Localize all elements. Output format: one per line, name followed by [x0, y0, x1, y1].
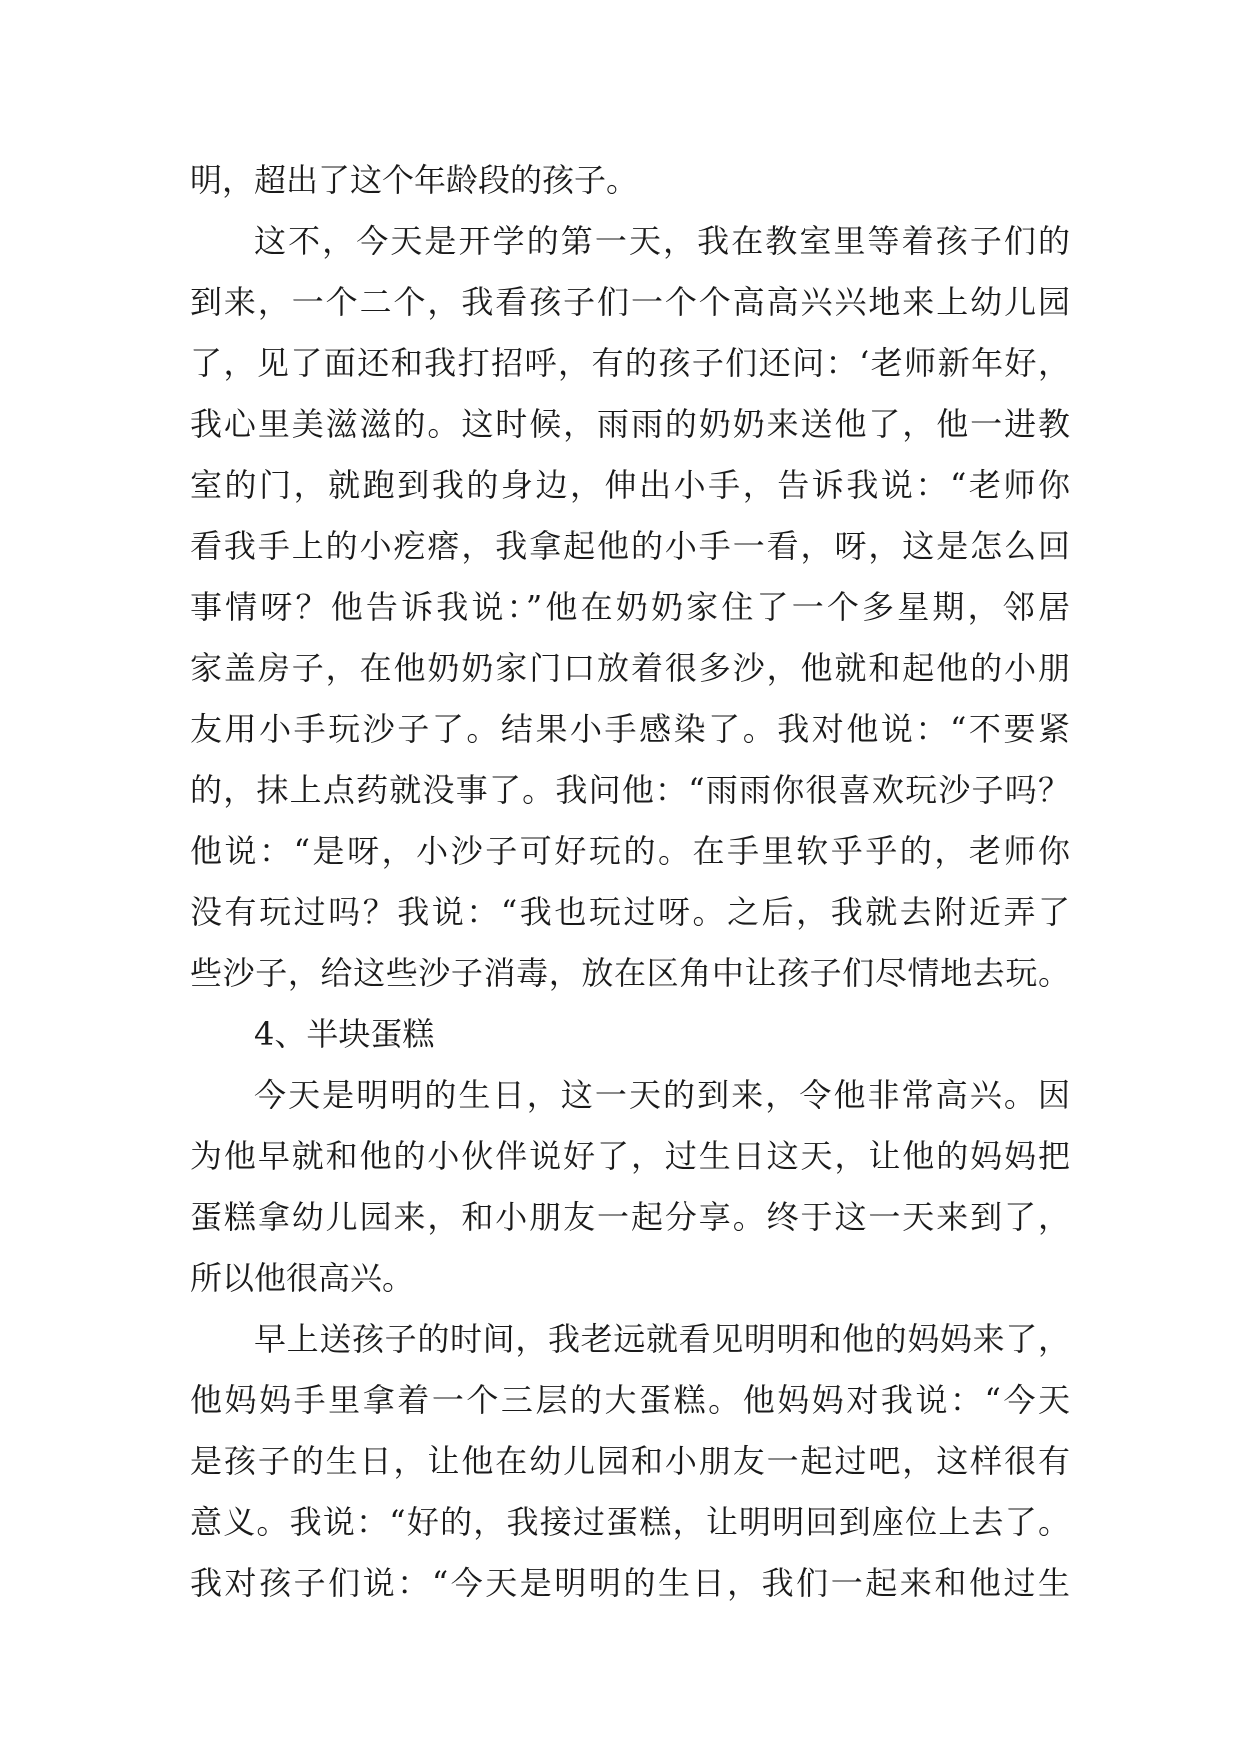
document-body [190, 150, 1070, 1614]
text-line: 了，见了面还和我打招呼，有的孩子们还问：‘老师新年好， [190, 344, 1070, 382]
text-line: 今天是明明的生日，这一天的到来，令他非常高兴。因 [254, 1076, 1070, 1114]
text-line: 是孩子的生日，让他在幼儿园和小朋友一起过吧，这样很有 [190, 1442, 1070, 1480]
text-line: 我对孩子们说：“今天是明明的生日，我们一起来和他过生 [190, 1564, 1070, 1602]
text-line: 他妈妈手里拿着一个三层的大蛋糕。他妈妈对我说：“今天 [190, 1381, 1070, 1419]
text-line: 明，超出了这个年龄段的孩子。 [190, 161, 639, 199]
text-line: 早上送孩子的时间，我老远就看见明明和他的妈妈来了， [254, 1320, 1070, 1358]
text-line: 为他早就和他的小伙伴说好了，过生日这天，让他的妈妈把 [190, 1137, 1070, 1175]
text-line: 家盖房子，在他奶奶家门口放着很多沙，他就和起他的小朋 [190, 649, 1070, 687]
text-line: 我心里美滋滋的。这时候，雨雨的奶奶来送他了，他一进教 [190, 405, 1070, 443]
text-line: 意义。我说：“好的，我接过蛋糕，让明明回到座位上去了。 [190, 1503, 1070, 1541]
text-line: 他说：“是呀，小沙子可好玩的。在手里软乎乎的，老师你 [190, 832, 1070, 870]
text-line: 没有玩过吗？我说：“我也玩过呀。之后，我就去附近弄了 [190, 893, 1070, 931]
text-line: 看我手上的小疙瘩，我拿起他的小手一看，呀，这是怎么回 [190, 527, 1070, 565]
text-line: 所以他很高兴。 [190, 1259, 415, 1297]
text-line: 的，抹上点药就没事了。我问他：“雨雨你很喜欢玩沙子吗？ [190, 771, 1070, 809]
text-line: 友用小手玩沙子了。结果小手感染了。我对他说：“不要紧 [190, 710, 1070, 748]
text-line: 事情呀？他告诉我说：”他在奶奶家住了一个多星期，邻居 [190, 588, 1070, 626]
text-line: 蛋糕拿幼儿园来，和小朋友一起分享。终于这一天来到了， [190, 1198, 1070, 1236]
section-heading: 4、半块蛋糕 [254, 1015, 435, 1053]
text-line: 到来，一个二个，我看孩子们一个个高高兴兴地来上幼儿园 [190, 283, 1070, 321]
text-line: 这不，今天是开学的第一天，我在教室里等着孩子们的 [254, 222, 1070, 260]
text-line: 些沙子，给这些沙子消毒，放在区角中让孩子们尽情地去玩。 [190, 954, 1070, 992]
text-line: 室的门，就跑到我的身边，伸出小手，告诉我说：“老师你 [190, 466, 1070, 504]
